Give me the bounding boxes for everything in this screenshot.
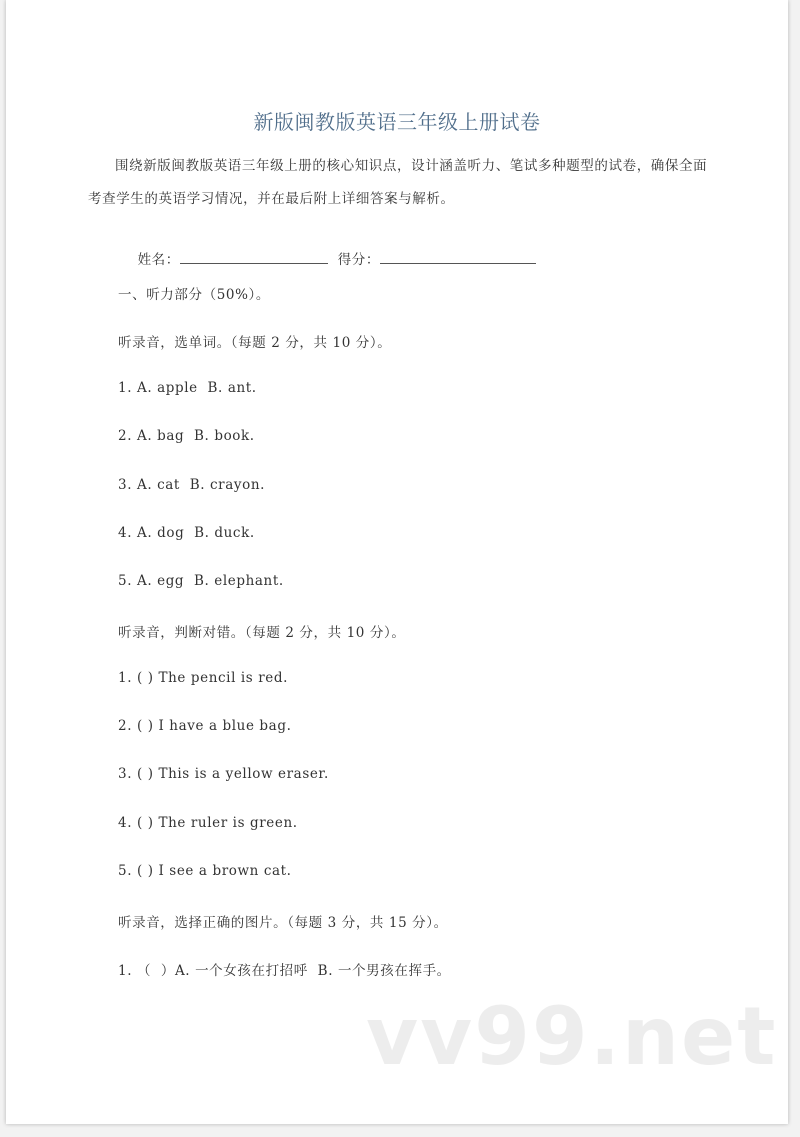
part2-item-5: 5. ( ) I see a brown cat.	[118, 863, 292, 879]
part3-instruction: 听录音，选择正确的图片。（每题 3 分，共 15 分）。	[118, 915, 448, 931]
page-title: 新版闽教版英语三年级上册试卷	[253, 110, 541, 134]
part1-item-5: 5. A. egg B. elephant.	[118, 573, 284, 589]
score-blank	[380, 251, 536, 264]
part2-item-2: 2. ( ) I have a blue bag.	[118, 718, 292, 734]
part2-item-1: 1. ( ) The pencil is red.	[118, 670, 288, 686]
part2-item-4: 4. ( ) The ruler is green.	[118, 815, 298, 831]
intro-paragraph: 围绕新版闽教版英语三年级上册的核心知识点，设计涵盖听力、笔试多种题型的试卷，确保全面考查学生的英语学习情况，并在最后附上详细答案与解析。	[88, 158, 708, 207]
part1-item-1: 1. A. apple B. ant.	[118, 380, 257, 396]
name-label: 姓名：	[137, 252, 180, 268]
part1-item-4: 4. A. dog B. duck.	[118, 525, 255, 541]
section-heading: 一、听力部分（50%）。	[118, 287, 270, 303]
name-score-line	[118, 232, 536, 284]
part1-instruction: 听录音，选单词。（每题 2 分，共 10 分）。	[118, 335, 392, 351]
part3-item-1: 1. （ ）A. 一个女孩在打招呼 B. 一个男孩在挥手。	[118, 963, 451, 979]
document-page	[6, 0, 788, 1124]
score-label: 得分：	[337, 252, 380, 268]
part1-item-2: 2. A. bag B. book.	[118, 428, 255, 444]
part2-instruction: 听录音，判断对错。（每题 2 分，共 10 分）。	[118, 625, 406, 641]
part2-item-3: 3. ( ) This is a yellow eraser.	[118, 766, 329, 782]
part1-item-3: 3. A. cat B. crayon.	[118, 477, 266, 493]
watermark: vv99.net	[366, 990, 778, 1083]
name-blank	[180, 251, 328, 264]
